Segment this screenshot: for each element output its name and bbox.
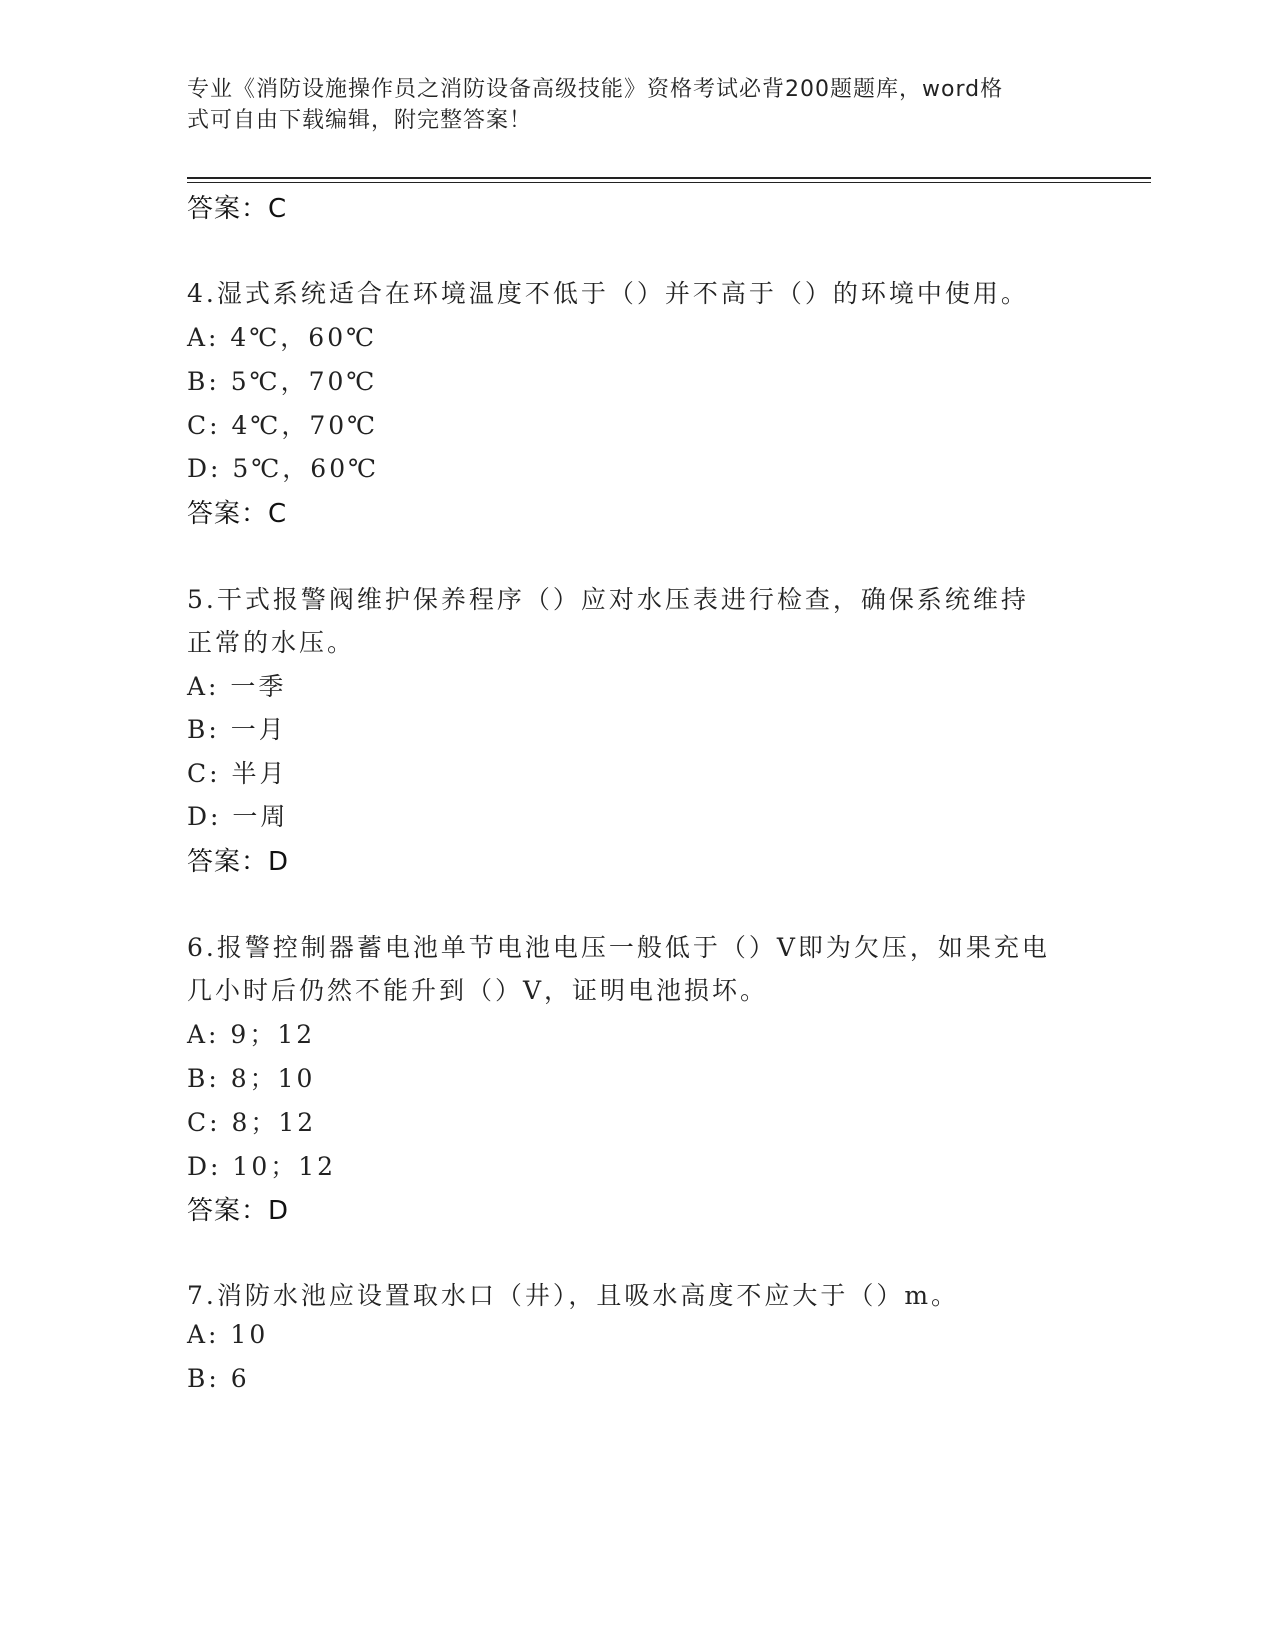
question-4-option-a: A: 4℃，60℃ (187, 323, 378, 352)
question-6-option-c: C: 8；12 (187, 1108, 317, 1137)
question-4-option-c: C: 4℃，70℃ (187, 411, 379, 440)
question-5-option-d: D: 一周 (187, 802, 289, 831)
question-6-answer: 答案：D (187, 1196, 290, 1226)
question-5-option-b: B: 一月 (187, 715, 287, 744)
question-4-stem: 4.湿式系统适合在环境温度不低于（）并不高于（）的环境中使用。 (187, 279, 1029, 308)
question-4-answer: 答案：C (187, 499, 288, 529)
header-rule-thin (187, 182, 1151, 183)
question-7-stem: 7.消防水池应设置取水口（井），且吸水高度不应大于（）m。 (187, 1281, 960, 1310)
question-4-option-d: D: 5℃，60℃ (187, 454, 380, 483)
answer-prev: 答案：C (187, 194, 288, 224)
question-6-stem-line-2: 几小时后仍然不能升到（）V，证明电池损坏。 (187, 976, 769, 1005)
header-line-1: 专业《消防设施操作员之消防设备高级技能》资格考试必背200题题库，word格 (187, 77, 1004, 102)
question-5-answer: 答案：D (187, 847, 290, 877)
question-5-stem-line-2: 正常的水压。 (187, 628, 356, 657)
question-6-stem-line-1: 6.报警控制器蓄电池单节电池电压一般低于（）V即为欠压，如果充电 (187, 933, 1050, 962)
question-5-option-a: A: 一季 (187, 672, 287, 701)
question-6-option-d: D: 10；12 (187, 1152, 337, 1181)
question-5-stem-line-1: 5.干式报警阀维护保养程序（）应对水压表进行检查，确保系统维持 (187, 585, 1029, 614)
question-7-option-b: B: 6 (187, 1364, 250, 1393)
header-line-2: 式可自由下载编辑，附完整答案！ (187, 108, 533, 133)
question-5-option-c: C: 半月 (187, 759, 288, 788)
question-6-option-a: A: 9；12 (187, 1020, 316, 1049)
question-4-option-b: B: 5℃，70℃ (187, 367, 378, 396)
document-header (187, 74, 1067, 136)
question-6-option-b: B: 8；10 (187, 1064, 316, 1093)
header-rule-thick (187, 177, 1151, 179)
question-7-option-a: A: 10 (187, 1320, 269, 1349)
